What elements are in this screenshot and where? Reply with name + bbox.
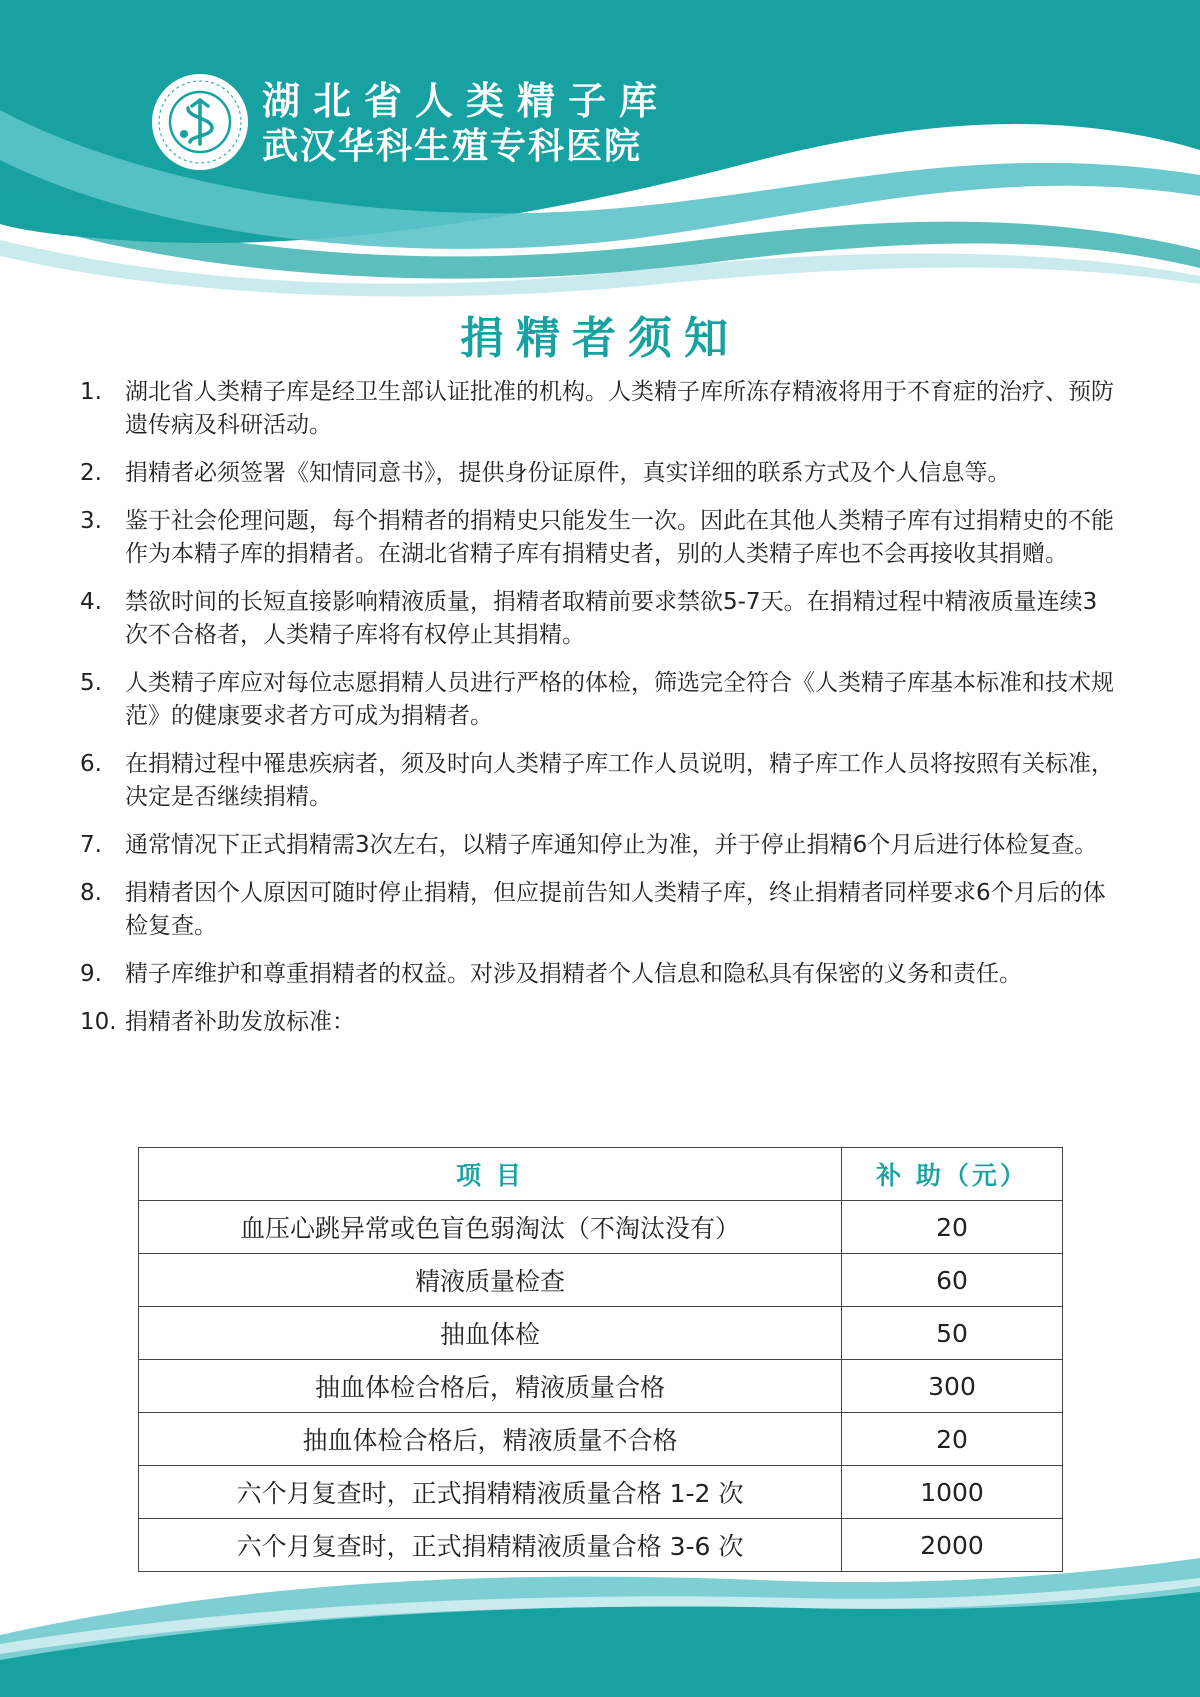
table-row (139, 1201, 1063, 1254)
rule-text: 在捐精过程中罹患疾病者，须及时向人类精子库工作人员说明，精子库工作人员将按照有关标准，决定是否继续捐精。 (125, 751, 1114, 810)
subsidy-cell: 300 (842, 1360, 1063, 1413)
item-cell: 六个月复查时，正式捐精精液质量合格 3-6 次 (139, 1519, 842, 1572)
rule-item (80, 457, 1120, 490)
item-cell: 抽血体检合格后，精液质量合格 (139, 1360, 842, 1413)
table-row (139, 1413, 1063, 1466)
rule-item (80, 667, 1120, 733)
item-cell: 抽血体检合格后，精液质量不合格 (139, 1413, 842, 1466)
rule-item (80, 748, 1120, 814)
header-item: 项 目 (139, 1148, 842, 1201)
page-title: 捐精者须知 (460, 313, 740, 364)
subsidy-cell: 2000 (842, 1519, 1063, 1572)
table-row (139, 1360, 1063, 1413)
table-row (139, 1307, 1063, 1360)
rule-number: 7. (80, 832, 102, 858)
rule-item (80, 505, 1120, 571)
rule-text: 通常情况下正式捐精需3次左右，以精子库通知停止为准，并于停止捐精6个月后进行体检复查。 (125, 832, 1098, 858)
rule-item (80, 1006, 1120, 1039)
rule-number: 1. (80, 379, 102, 405)
item-cell: 精液质量检查 (139, 1254, 842, 1307)
rule-text: 鉴于社会伦理问题，每个捐精者的捐精史只能发生一次。因此在其他人类精子库有过捐精史的不能作为本精子库的捐精者。在湖北省精子库有捐精史者，别的人类精子库也不会再接收其捐赠。 (125, 508, 1114, 567)
rule-text: 捐精者补助发放标准： (125, 1009, 355, 1035)
rule-number: 3. (80, 508, 102, 534)
rule-text: 精子库维护和尊重捐精者的权益。对涉及捐精者个人信息和隐私具有保密的义务和责任。 (125, 961, 1022, 987)
rule-text: 湖北省人类精子库是经卫生部认证批准的机构。人类精子库所冻存精液将用于不育症的治疗、预防遗传病及科研活动。 (125, 379, 1114, 438)
rule-number: 4. (80, 589, 102, 615)
header-subsidy: 补 助（元） (842, 1148, 1063, 1201)
rule-number: 5. (80, 670, 102, 696)
subsidy-cell: 20 (842, 1413, 1063, 1466)
rule-text: 禁欲时间的长短直接影响精液质量，捐精者取精前要求禁欲5-7天。在捐精过程中精液质量连续3次不合格者，人类精子库将有权停止其捐精。 (125, 589, 1098, 648)
rule-number: 9. (80, 961, 102, 987)
rule-number: 6. (80, 751, 102, 777)
subsidy-cell: 1000 (842, 1466, 1063, 1519)
subsidy-table (138, 1147, 1063, 1572)
table-row (139, 1466, 1063, 1519)
header-title-block (262, 78, 670, 170)
table-body (139, 1201, 1063, 1572)
subsidy-cell: 60 (842, 1254, 1063, 1307)
table-row (139, 1254, 1063, 1307)
sperm-bank-logo (150, 72, 250, 172)
rule-text: 捐精者必须签署《知情同意书》，提供身份证原件，真实详细的联系方式及个人信息等。 (125, 460, 1011, 486)
table-header-row (139, 1148, 1063, 1201)
item-cell: 抽血体检 (139, 1307, 842, 1360)
subsidy-cell: 50 (842, 1307, 1063, 1360)
rule-number: 2. (80, 460, 102, 486)
rule-item (80, 376, 1120, 442)
hospital-name: 武汉华科生殖专科医院 (262, 126, 643, 167)
subsidy-cell: 20 (842, 1201, 1063, 1254)
rule-text: 捐精者因个人原因可随时停止捐精，但应提前告知人类精子库，终止捐精者同样要求6个月后的体检复查。 (125, 880, 1106, 939)
rule-number: 10. (80, 1009, 117, 1035)
rule-text: 人类精子库应对每位志愿捐精人员进行严格的体检，筛选完全符合《人类精子库基本标准和技术规范》的健康要求者方可成为捐精者。 (125, 670, 1114, 729)
item-cell: 六个月复查时，正式捐精精液质量合格 1-2 次 (139, 1466, 842, 1519)
rule-item (80, 586, 1120, 652)
rules-list (80, 376, 1120, 1054)
rule-item (80, 877, 1120, 943)
rule-item (80, 829, 1120, 862)
rule-number: 8. (80, 880, 102, 906)
footer-wave-banner (0, 1540, 1200, 1697)
item-cell: 血压心跳异常或色盲色弱淘汰（不淘汰没有） (139, 1201, 842, 1254)
rule-item (80, 958, 1120, 991)
sperm-bank-name: 湖北省人类精子库 (262, 79, 671, 123)
